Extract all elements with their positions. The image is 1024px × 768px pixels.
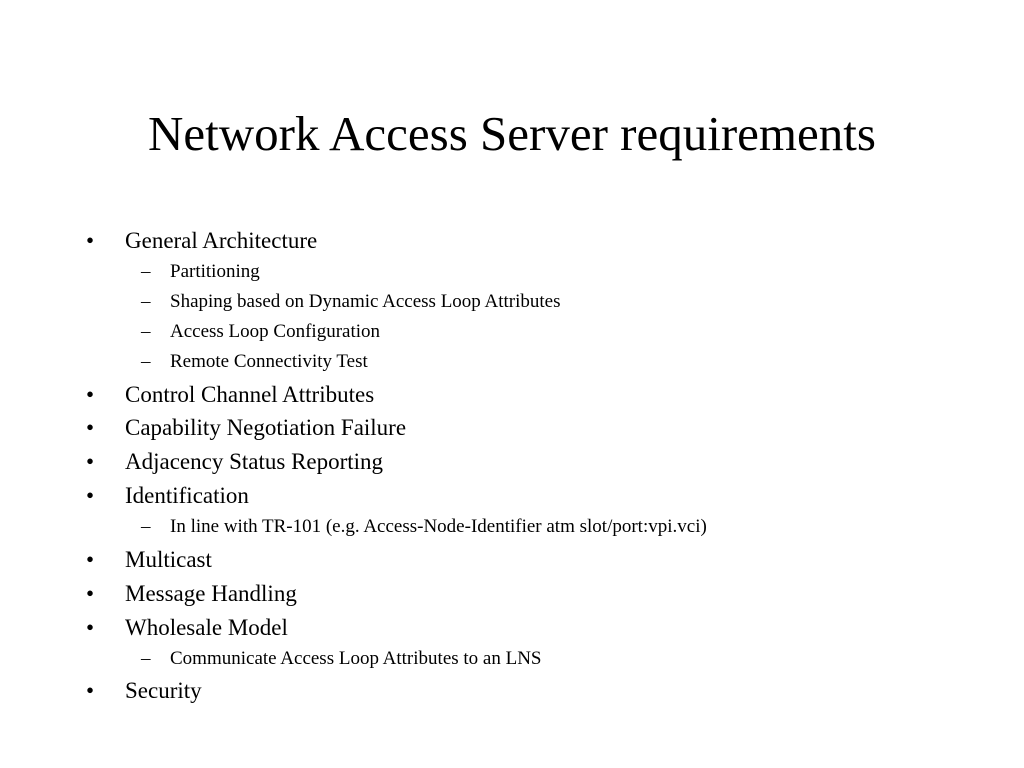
bullet-marker: • — [86, 678, 95, 703]
bullet-label: Adjacency Status Reporting — [125, 449, 384, 474]
sub-bullet-label: In line with TR-101 (e.g. Access-Node-Identifier atm slot/port:vpi.vci) — [170, 516, 707, 537]
slide-title: Network Access Server requirements — [148, 106, 876, 161]
sub-bullet-label: Shaping based on Dynamic Access Loop Attributes — [170, 291, 561, 312]
bullet-marker: • — [86, 581, 95, 606]
bullet-label: Security — [125, 678, 202, 703]
sub-bullet-marker: – — [141, 648, 151, 669]
bullet-marker: • — [86, 228, 95, 253]
bullet-label: Identification — [125, 483, 249, 508]
sub-bullet-marker: – — [141, 321, 151, 342]
bullet-marker: • — [86, 615, 95, 640]
sub-bullet-marker: – — [141, 291, 151, 312]
sub-bullet-label: Communicate Access Loop Attributes to an LNS — [170, 648, 542, 669]
bullet-marker: • — [86, 547, 95, 572]
sub-bullet-label: Partitioning — [170, 261, 260, 282]
bullet-marker: • — [86, 382, 95, 407]
bullet-label: General Architecture — [125, 228, 318, 253]
sub-bullet-label: Access Loop Configuration — [170, 321, 381, 342]
bullet-label: Message Handling — [125, 581, 297, 606]
bullet-label: Wholesale Model — [125, 615, 288, 640]
sub-bullet-label: Remote Connectivity Test — [170, 351, 368, 372]
sub-bullet-marker: – — [141, 351, 151, 372]
bullet-marker: • — [86, 483, 95, 508]
bullet-marker: • — [86, 415, 95, 440]
bullet-label: Control Channel Attributes — [125, 382, 375, 407]
sub-bullet-marker: – — [141, 516, 151, 537]
bullet-label: Multicast — [125, 547, 212, 572]
sub-bullet-marker: – — [141, 261, 151, 282]
bullet-marker: • — [86, 449, 95, 474]
bullet-label: Capability Negotiation Failure — [125, 415, 407, 440]
